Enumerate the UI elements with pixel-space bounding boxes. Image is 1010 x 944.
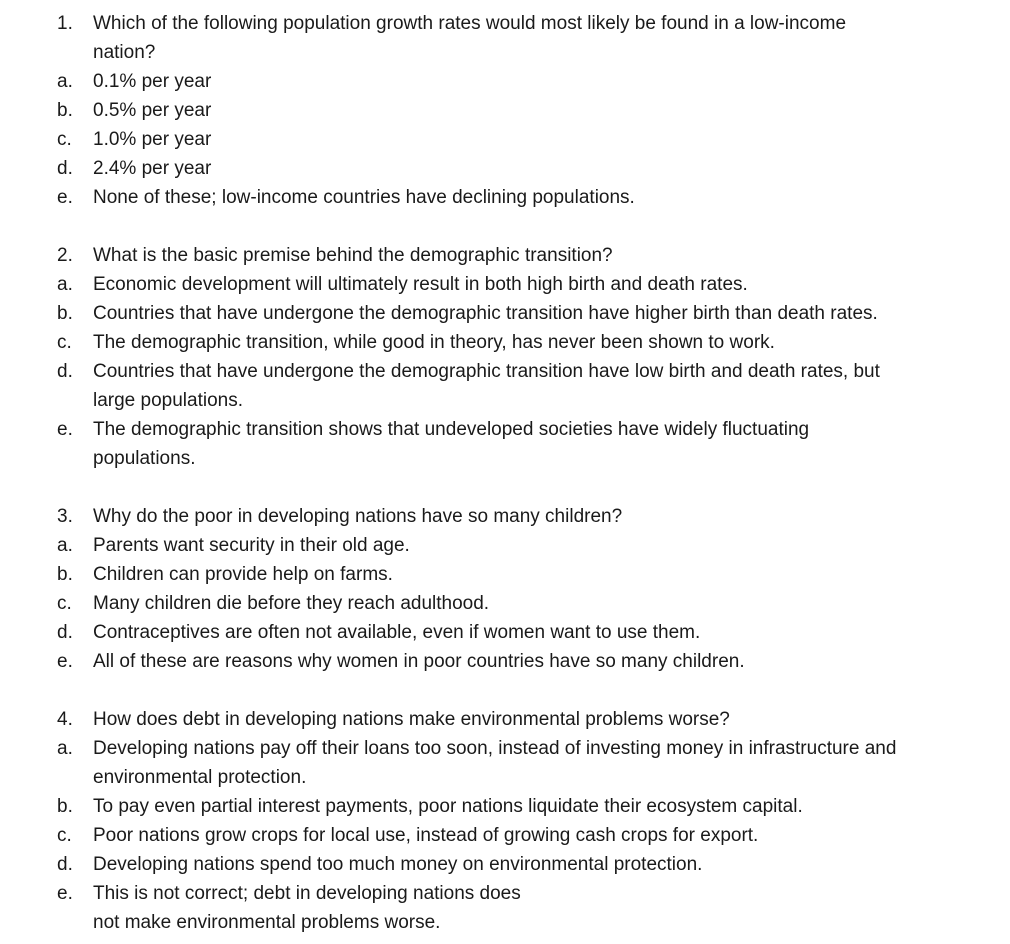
option-letter: d.: [57, 158, 73, 179]
question-stem-line: [0, 9, 1010, 38]
option-text: Developing nations pay off their loans too soon, instead of investing money in infrastructure and: [93, 738, 897, 759]
option-letter: c.: [57, 332, 72, 353]
option-text: To pay even partial interest payments, poor nations liquidate their ecosystem capital.: [93, 796, 803, 817]
question-number: 4.: [57, 709, 73, 730]
option-letter: e.: [57, 883, 73, 904]
answer-option-line: [0, 183, 1010, 212]
option-letter: a.: [57, 535, 73, 556]
question-number: 1.: [57, 13, 73, 34]
option-letter: d.: [57, 361, 73, 382]
option-text: None of these; low-income countries have declining populations.: [93, 187, 635, 208]
option-letter: b.: [57, 564, 73, 585]
answer-option-line: [0, 531, 1010, 560]
option-letter: c.: [57, 129, 72, 150]
answer-option-line: [0, 386, 1010, 415]
option-text: All of these are reasons why women in poor countries have so many children.: [93, 651, 745, 672]
answer-option-line: [0, 415, 1010, 444]
option-text: Poor nations grow crops for local use, instead of growing cash crops for export.: [93, 825, 759, 846]
answer-option-line: [0, 560, 1010, 589]
answer-option-line: [0, 908, 1010, 937]
answer-option-line: [0, 763, 1010, 792]
option-letter: c.: [57, 825, 72, 846]
question-text: What is the basic premise behind the demographic transition?: [93, 245, 613, 266]
question-stem-line: [0, 38, 1010, 67]
question-text: Which of the following population growth rates would most likely be found in a low-income: [93, 13, 847, 34]
option-text: Parents want security in their old age.: [93, 535, 410, 556]
option-letter: b.: [57, 303, 73, 324]
option-text: Children can provide help on farms.: [93, 564, 393, 585]
option-letter: e.: [57, 419, 73, 440]
option-letter: a.: [57, 71, 73, 92]
option-text: Many children die before they reach adulthood.: [93, 593, 490, 614]
question-number: 3.: [57, 506, 73, 527]
option-letter: d.: [57, 854, 73, 875]
option-letter: a.: [57, 274, 73, 295]
option-text: not make environmental problems worse.: [93, 912, 441, 933]
answer-option-line: [0, 879, 1010, 908]
answer-option-line: [0, 444, 1010, 473]
question-stem-line: [0, 502, 1010, 531]
answer-option-line: [0, 270, 1010, 299]
question-text: How does debt in developing nations make environmental problems worse?: [93, 709, 730, 730]
question-stem-line: [0, 241, 1010, 270]
answer-option-line: [0, 647, 1010, 676]
option-text: 1.0% per year: [93, 129, 212, 150]
option-letter: e.: [57, 651, 73, 672]
answer-option-line: [0, 299, 1010, 328]
option-letter: b.: [57, 100, 73, 121]
option-letter: e.: [57, 187, 73, 208]
option-text: Economic development will ultimately result in both high birth and death rates.: [93, 274, 748, 295]
option-letter: d.: [57, 622, 73, 643]
answer-option-line: [0, 850, 1010, 879]
option-text: Contraceptives are often not available, even if women want to use them.: [93, 622, 701, 643]
question-text: Why do the poor in developing nations have so many children?: [93, 506, 623, 527]
option-text: Countries that have undergone the demographic transition have higher birth than death rates.: [93, 303, 878, 324]
answer-option-line: [0, 734, 1010, 763]
option-letter: a.: [57, 738, 73, 759]
option-text: populations.: [93, 448, 196, 469]
answer-option-line: [0, 618, 1010, 647]
option-text: The demographic transition shows that undeveloped societies have widely fluctuating: [93, 419, 810, 440]
option-letter: c.: [57, 593, 72, 614]
question-stem-line: [0, 705, 1010, 734]
option-text: 2.4% per year: [93, 158, 212, 179]
answer-option-line: [0, 67, 1010, 96]
answer-option-line: [0, 154, 1010, 183]
option-text: Developing nations spend too much money on environmental protection.: [93, 854, 703, 875]
answer-option-line: [0, 96, 1010, 125]
option-letter: b.: [57, 796, 73, 817]
answer-option-line: [0, 328, 1010, 357]
answer-option-line: [0, 821, 1010, 850]
option-text: This is not correct; debt in developing nations does: [93, 883, 521, 904]
option-text: The demographic transition, while good in theory, has never been shown to work.: [93, 332, 775, 353]
answer-option-line: [0, 125, 1010, 154]
answer-option-line: [0, 589, 1010, 618]
question-text: nation?: [93, 42, 156, 63]
answer-option-line: [0, 792, 1010, 821]
option-text: environmental protection.: [93, 767, 307, 788]
option-text: Countries that have undergone the demographic transition have low birth and death rates, but: [93, 361, 880, 382]
answer-option-line: [0, 357, 1010, 386]
option-text: large populations.: [93, 390, 243, 411]
question-number: 2.: [57, 245, 73, 266]
option-text: 0.1% per year: [93, 71, 212, 92]
option-text: 0.5% per year: [93, 100, 212, 121]
